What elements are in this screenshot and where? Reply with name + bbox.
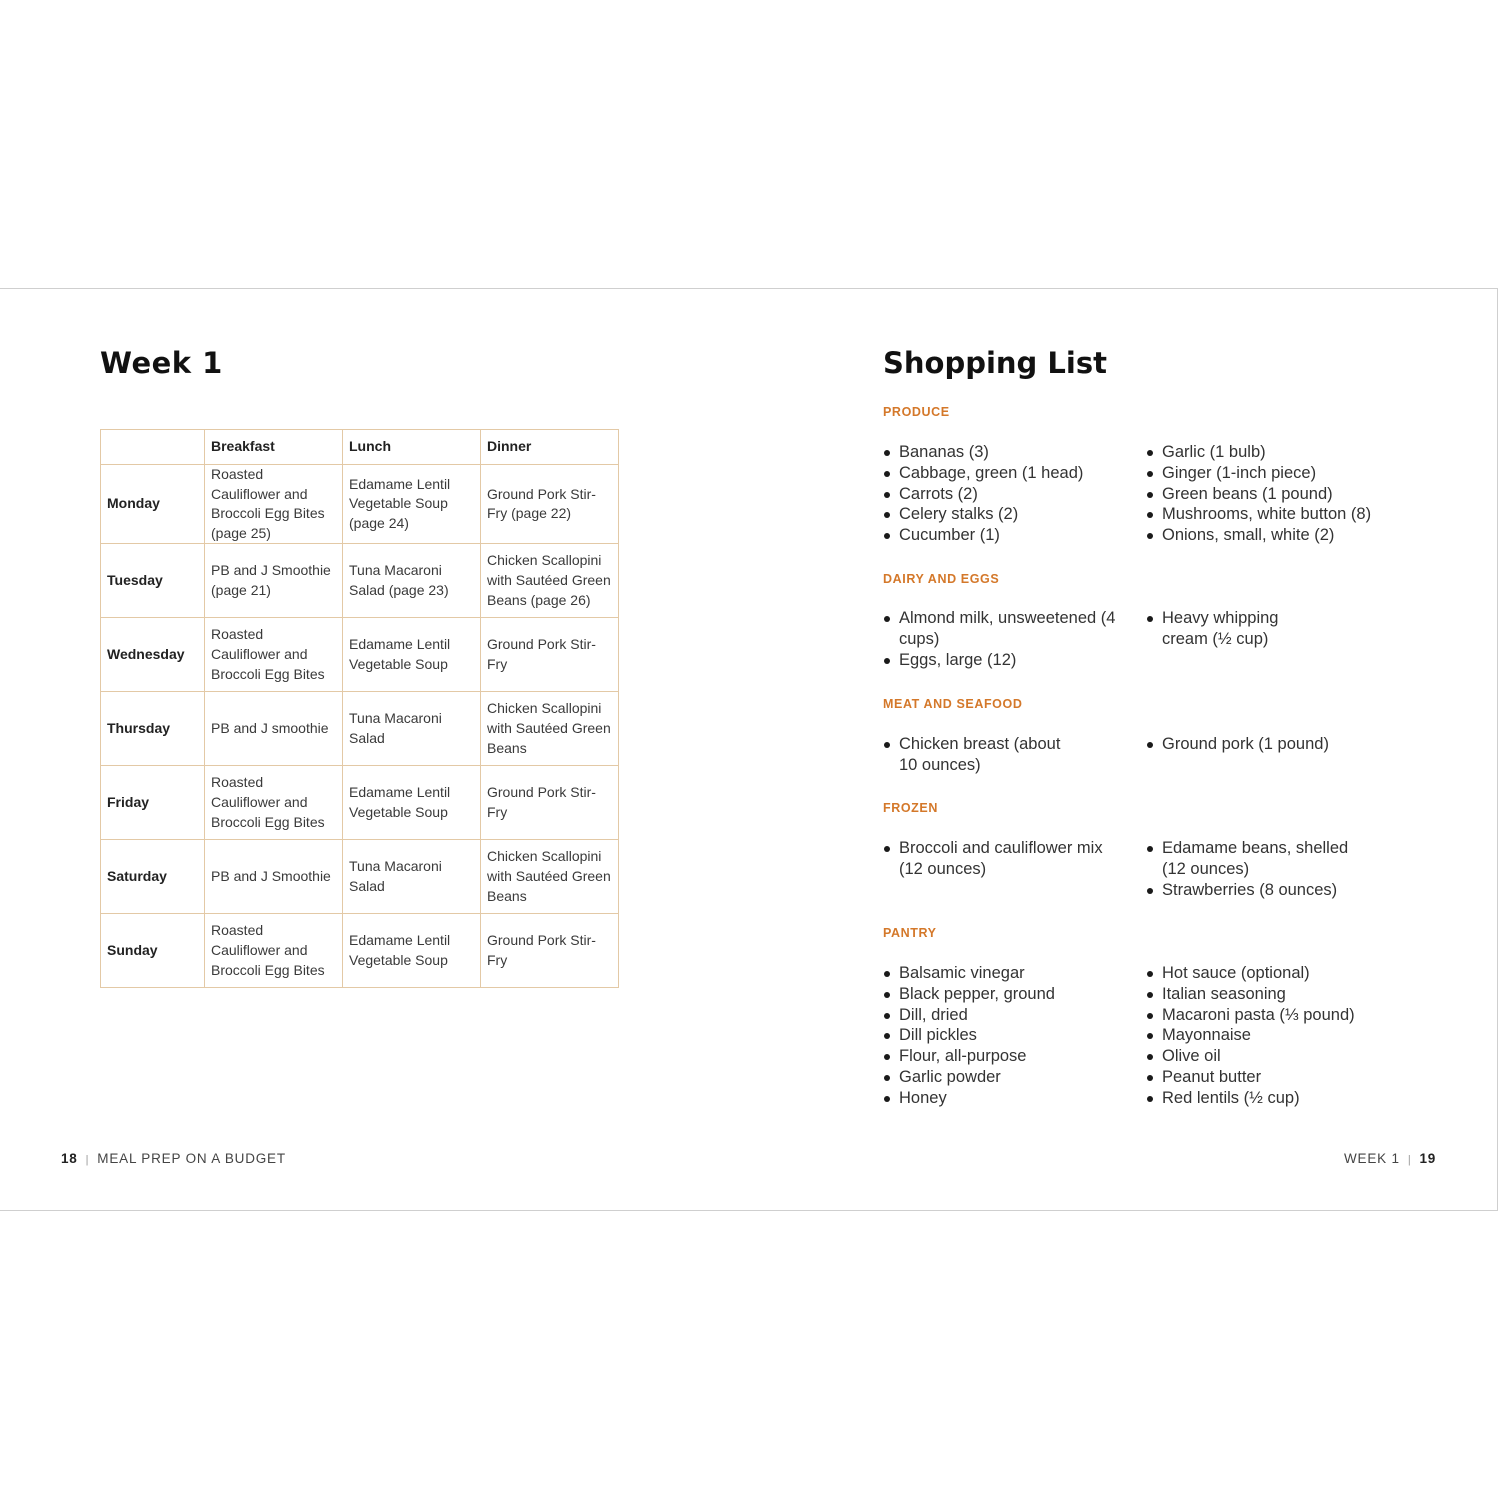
list-item: Green beans (1 pound) [1146, 484, 1386, 505]
page-title: Week 1 [100, 346, 223, 380]
table-row [101, 914, 619, 988]
day-cell: Saturday [101, 840, 205, 914]
list-item: Olive oil [1146, 1046, 1386, 1067]
lunch-cell: Edamame Lentil Vegetable Soup [343, 766, 481, 840]
list-item: Italian seasoning [1146, 984, 1386, 1005]
page-number: 19 [1419, 1151, 1437, 1166]
produce-list-col1 [883, 442, 1123, 546]
breakfast-cell: Roasted Cauliflower and Broccoli Egg Bites [205, 618, 343, 692]
left-page-footer [61, 1151, 286, 1166]
breakfast-cell: Roasted Cauliflower and Broccoli Egg Bites [205, 914, 343, 988]
list-item: Hot sauce (optional) [1146, 963, 1386, 984]
column-header: Breakfast [205, 430, 343, 465]
list-item: Cabbage, green (1 head) [883, 463, 1123, 484]
category-heading-pantry: PANTRY [883, 926, 937, 940]
dinner-cell: Ground Pork Stir-Fry [481, 618, 619, 692]
category-heading-produce: PRODUCE [883, 405, 950, 419]
list-item: Bananas (3) [883, 442, 1123, 463]
breakfast-cell: PB and J Smoothie (page 21) [205, 544, 343, 618]
list-item: Almond milk, unsweetened (4 cups) [883, 608, 1123, 650]
list-item: Ginger (1-inch piece) [1146, 463, 1386, 484]
list-item: Flour, all-purpose [883, 1046, 1123, 1067]
meat-list-col1 [883, 734, 1083, 776]
breakfast-cell: Roasted Cauliflower and Broccoli Egg Bites [205, 766, 343, 840]
list-item: Chicken breast (about 10 ounces) [883, 734, 1083, 776]
category-heading-meat-and-seafood: MEAT AND SEAFOOD [883, 697, 1023, 711]
list-item: Strawberries (8 ounces) [1146, 880, 1361, 901]
list-item: Peanut butter [1146, 1067, 1386, 1088]
list-item: Dill pickles [883, 1025, 1123, 1046]
list-item: Mayonnaise [1146, 1025, 1386, 1046]
dinner-cell: Ground Pork Stir-Fry [481, 914, 619, 988]
category-heading-frozen: FROZEN [883, 801, 938, 815]
dinner-cell: Chicken Scallopini with Sautéed Green Beans (page 26) [481, 544, 619, 618]
day-cell: Monday [101, 465, 205, 544]
meat-list-col2 [1146, 734, 1386, 755]
pantry-list-col2 [1146, 963, 1386, 1109]
column-header: Dinner [481, 430, 619, 465]
dinner-cell: Ground Pork Stir-Fry [481, 766, 619, 840]
list-item: Dill, dried [883, 1005, 1123, 1026]
list-item: Macaroni pasta (⅓ pound) [1146, 1005, 1386, 1026]
chapter-label: WEEK 1 [1344, 1151, 1400, 1166]
table-header-row [101, 430, 619, 465]
table-row [101, 766, 619, 840]
column-header: Lunch [343, 430, 481, 465]
lunch-cell: Tuna Macaroni Salad [343, 840, 481, 914]
list-item: Heavy whipping cream (½ cup) [1146, 608, 1296, 650]
column-header [101, 430, 205, 465]
lunch-cell: Edamame Lentil Vegetable Soup (page 24) [343, 465, 481, 544]
list-item: Cucumber (1) [883, 525, 1123, 546]
lunch-cell: Edamame Lentil Vegetable Soup [343, 914, 481, 988]
list-item: Black pepper, ground [883, 984, 1123, 1005]
breakfast-cell: PB and J smoothie [205, 692, 343, 766]
frozen-list-col1 [883, 838, 1123, 880]
dairy-list-col2 [1146, 608, 1296, 650]
lunch-cell: Edamame Lentil Vegetable Soup [343, 618, 481, 692]
lunch-cell: Tuna Macaroni Salad (page 23) [343, 544, 481, 618]
table-row [101, 465, 619, 544]
breakfast-cell: PB and J Smoothie [205, 840, 343, 914]
list-item: Celery stalks (2) [883, 504, 1123, 525]
list-item: Edamame beans, shelled (12 ounces) [1146, 838, 1361, 880]
dairy-list-col1 [883, 608, 1123, 670]
breakfast-cell: Roasted Cauliflower and Broccoli Egg Bites (page 25) [205, 465, 343, 544]
list-item: Mushrooms, white button (8) [1146, 504, 1386, 525]
list-item: Balsamic vinegar [883, 963, 1123, 984]
day-cell: Tuesday [101, 544, 205, 618]
table-row [101, 840, 619, 914]
dinner-cell: Ground Pork Stir-Fry (page 22) [481, 465, 619, 544]
list-item: Eggs, large (12) [883, 650, 1123, 671]
frozen-list-col2 [1146, 838, 1361, 900]
table-row [101, 618, 619, 692]
book-title: MEAL PREP ON A BUDGET [97, 1151, 286, 1166]
right-page-footer [1344, 1151, 1436, 1166]
dinner-cell: Chicken Scallopini with Sautéed Green Beans [481, 840, 619, 914]
meal-plan-table [100, 429, 619, 988]
day-cell: Thursday [101, 692, 205, 766]
list-item: Garlic (1 bulb) [1146, 442, 1386, 463]
list-item: Garlic powder [883, 1067, 1123, 1088]
shopping-list-title: Shopping List [883, 346, 1107, 380]
list-item: Ground pork (1 pound) [1146, 734, 1386, 755]
list-item: Carrots (2) [883, 484, 1123, 505]
list-item: Honey [883, 1088, 1123, 1109]
table-row [101, 692, 619, 766]
list-item: Onions, small, white (2) [1146, 525, 1386, 546]
day-cell: Sunday [101, 914, 205, 988]
list-item: Red lentils (½ cup) [1146, 1088, 1386, 1109]
table-row [101, 544, 619, 618]
day-cell: Wednesday [101, 618, 205, 692]
dinner-cell: Chicken Scallopini with Sautéed Green Beans [481, 692, 619, 766]
list-item: Broccoli and cauliflower mix (12 ounces) [883, 838, 1123, 880]
pantry-list-col1 [883, 963, 1123, 1109]
lunch-cell: Tuna Macaroni Salad [343, 692, 481, 766]
footer-divider: | [85, 1154, 90, 1166]
footer-divider: | [1407, 1154, 1412, 1166]
produce-list-col2 [1146, 442, 1386, 546]
page-number: 18 [61, 1151, 78, 1166]
day-cell: Friday [101, 766, 205, 840]
category-heading-dairy-and-eggs: DAIRY AND EGGS [883, 572, 1000, 586]
